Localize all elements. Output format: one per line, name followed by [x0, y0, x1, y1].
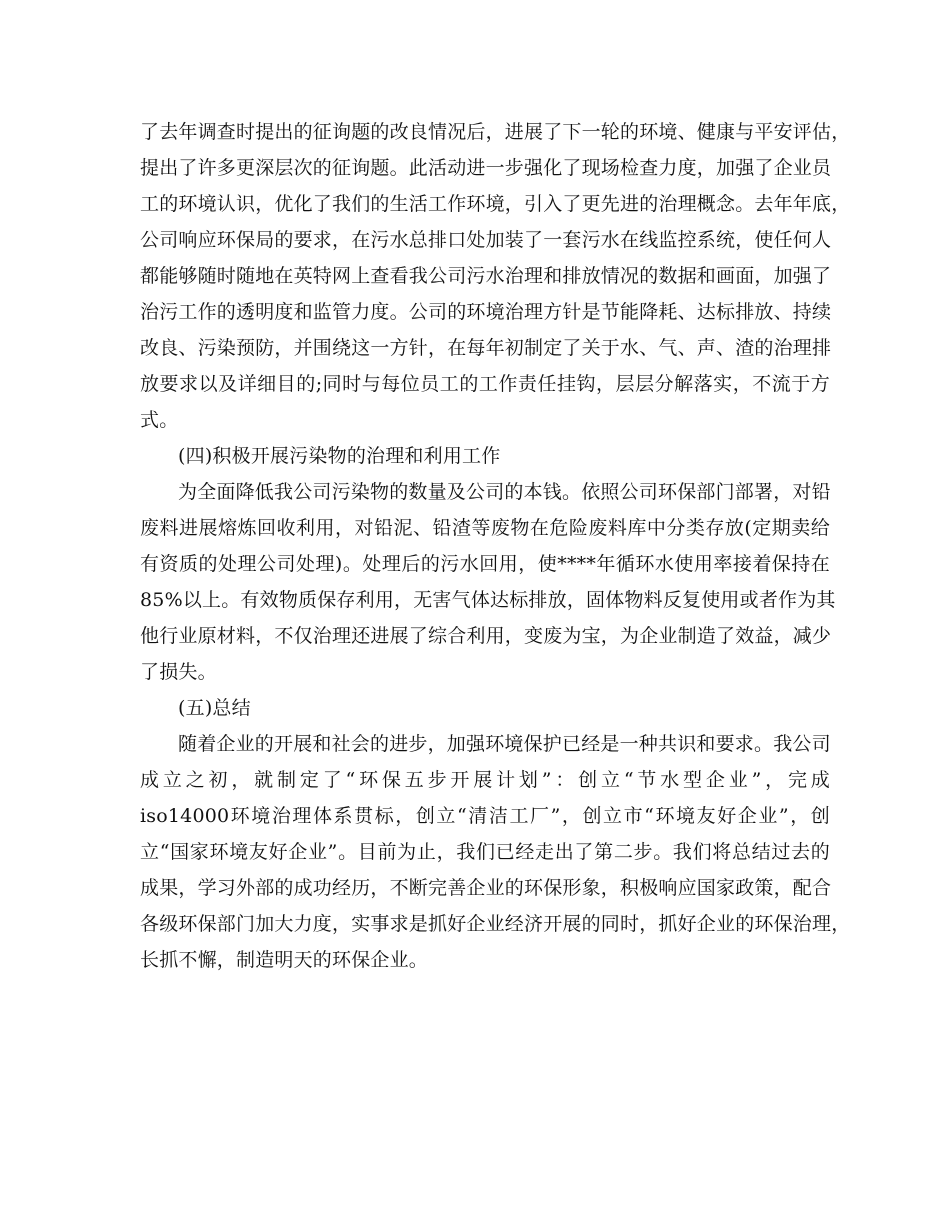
- paragraph-pollutant-treatment: [140, 474, 836, 690]
- text-line: 治污工作的透明度和监管力度。公司的环境治理方针是节能降耗、达标排放、持续: [140, 301, 832, 323]
- text-line: 随着企业的开展和社会的进步，加强环境保护已经是一种共识和要求。我公司: [178, 733, 831, 755]
- text-line: 改良、污染预防，并围绕这一方针，在每年初制定了关于水、气、声、渣的治理排: [140, 337, 832, 359]
- section-heading-4: (四)积极开展污染物的治理和利用工作: [178, 445, 501, 467]
- document-page: [140, 114, 851, 978]
- text-line: 了损失。: [140, 661, 217, 683]
- text-line: 为全面降低我公司污染物的数量及公司的本钱。依照公司环保部门部署，对铅: [178, 481, 831, 503]
- text-line: iso14000环境治理体系贯标，创立“清洁工厂”，创立市“环境友好企业”，创: [140, 805, 830, 827]
- text-line: 了去年调查时提出的征询题的改良情况后，进展了下一轮的环境、健康与平安评估，: [140, 121, 851, 143]
- text-line: 废料进展熔炼回收利用，对铅泥、铅渣等废物在危险废料库中分类存放(定期卖给: [140, 517, 830, 539]
- text-line: 85%以上。有效物质保存利用，无害气体达标排放，固体物料反复使用或者作为其: [140, 589, 836, 611]
- text-line: 都能够随时随地在英特网上查看我公司污水治理和排放情况的数据和画面，加强了: [140, 265, 832, 287]
- text-line: 提出了许多更深层次的征询题。此活动进一步强化了现场检查力度，加强了企业员: [140, 157, 832, 179]
- text-line: 立“国家环境友好企业”。目前为止，我们已经走出了第二步。我们将总结过去的: [140, 841, 830, 863]
- text-line: 长抓不懈，制造明天的环保企业。: [140, 949, 429, 971]
- text-line: 工的环境认识，优化了我们的生活工作环境，引入了更先进的治理概念。去年年底，: [140, 193, 851, 215]
- text-line: 成果，学习外部的成功经历，不断完善企业的环保形象，积极响应国家政策，配合: [140, 877, 832, 899]
- text-line: 各级环保部门加大力度，实事求是抓好企业经济开展的同时，抓好企业的环保治理，: [140, 913, 851, 935]
- paragraph-environment-management: [140, 114, 851, 438]
- text-line: 有资质的处理公司处理)。处理后的污水回用，使****年循环水使用率接着保持在: [140, 553, 830, 575]
- paragraph-summary: [140, 726, 851, 978]
- section-heading-5: (五)总结: [178, 697, 251, 719]
- text-line: 公司响应环保局的要求，在污水总排口处加装了一套污水在线监控系统，使任何人: [140, 229, 832, 251]
- text-line: 式。: [140, 409, 179, 431]
- text-line: 放要求以及详细目的;同时与每位员工的工作责任挂钩，层层分解落实，不流于方: [140, 373, 830, 395]
- text-line: 他行业原材料，不仅治理还进展了综合利用，变废为宝，为企业制造了效益，减少: [140, 625, 832, 647]
- text-line: 成立之初，就制定了“环保五步开展计划”：创立“节水型企业”，完成: [140, 769, 830, 791]
